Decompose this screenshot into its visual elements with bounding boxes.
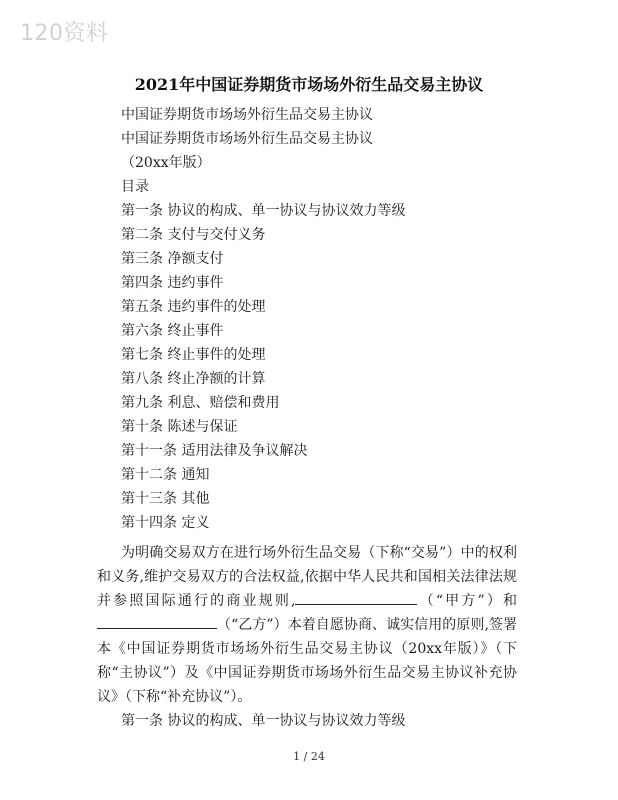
page-number: 1 / 24: [293, 750, 325, 763]
preamble-text-3: （“乙方”）本着自愿协商、诚实信用的原则,签署本《中国证券期货市场场外衍生品交易主协议（20xx年版）》（下称“主协议”）及《中国证券期货市场场外衍生品交易主协议补充协议》（下称“补充协议”）。: [97, 617, 517, 705]
toc-item: 第六条 终止事件: [121, 323, 224, 339]
toc-item: 第七条 终止事件的处理: [121, 347, 266, 363]
toc-item: 第五条 违约事件的处理: [121, 299, 266, 315]
toc-heading: 目录: [121, 179, 149, 195]
party-a-blank: [295, 590, 417, 605]
toc-item: 第四条 违约事件: [121, 275, 224, 291]
watermark-logo: 120资料: [20, 21, 109, 46]
toc-item: 第十条 陈述与保证: [121, 419, 238, 435]
article-heading: 第一条 协议的构成、单一协议与协议效力等级: [121, 713, 406, 729]
toc-item: 第一条 协议的构成、单一协议与协议效力等级: [121, 203, 406, 219]
edition-line: （20xx年版）: [121, 155, 211, 171]
toc-item: 第十一条 适用法律及争议解决: [121, 443, 308, 459]
preamble-text-1: 为明确交易双方在进行场外衍生品交易（下称“交易”）中的权利和义务,维护交易双方的合法权益,依据中华人民共和国相关法律法规并参照国际通行的商业规则,: [97, 545, 517, 609]
toc-item: 第三条 净额支付: [121, 251, 224, 267]
preamble-text-2: （“甲方”）和: [417, 593, 517, 609]
toc-item: 第十三条 其他: [121, 491, 210, 507]
subtitle-line: 中国证券期货市场场外衍生品交易主协议: [121, 131, 373, 147]
toc-item: 第十二条 通知: [121, 467, 210, 483]
table-of-contents: [121, 103, 405, 535]
toc-item: 第十四条 定义: [121, 515, 210, 531]
preamble-paragraph: [97, 541, 517, 709]
toc-item: 第二条 支付与交付义务: [121, 227, 266, 243]
toc-item: 第九条 利息、赔偿和费用: [121, 395, 280, 411]
party-b-blank: [97, 614, 217, 629]
toc-item: 第八条 终止净额的计算: [121, 371, 266, 387]
subtitle-line: 中国证券期货市场场外衍生品交易主协议: [121, 107, 373, 123]
document-title: 2021年中国证券期货市场场外衍生品交易主协议: [134, 75, 484, 94]
